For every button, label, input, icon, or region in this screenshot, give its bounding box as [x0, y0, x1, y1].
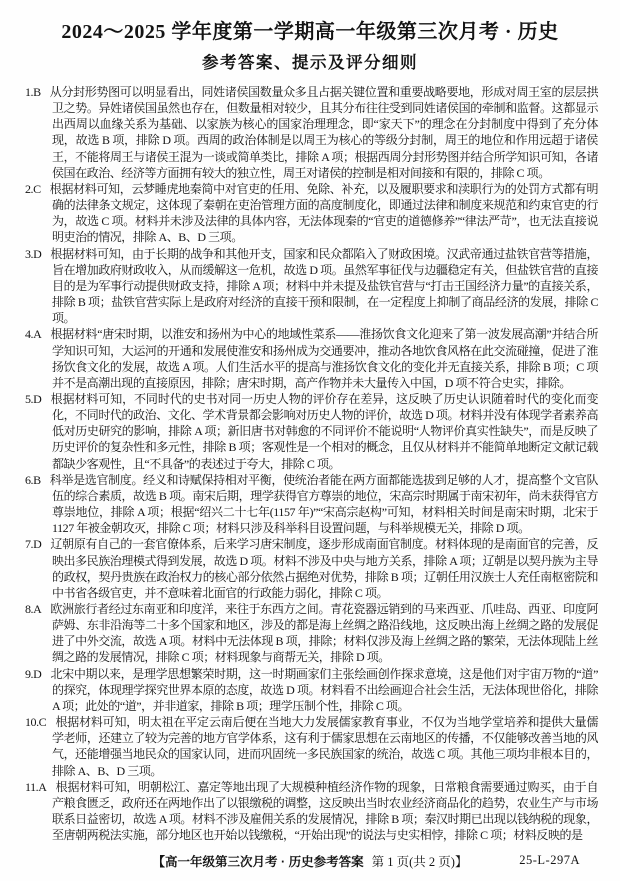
answer-number: 9.D	[25, 666, 42, 681]
answer-item-4	[25, 326, 598, 391]
answer-text: 从分封形势图可以明显看出，同姓诸侯国数量众多且占据关键位置和重要战略要地，形成对周王室的层层拱卫之势。异姓诸侯国虽然也存在，但数量相对较少，且其分布往往受到同姓诸侯国的牵制和监督。这都显示出西周以血缘关系为基础、以家族为核心的国家治理理念，即“家天下”的理念在分封制度中得到了充分体现，故选 B 项，排除 D 项。西周的政治体制是以周王为核心的等级分封制，周王的地位和作用远超于诸侯王，不能将周王与诸侯王混为一谈或简单类比，排除 A 项；根据西周分封形势图并结合所学知识可知，各诸侯国在政治、经济等方面拥有较大的独立性，周王对诸侯的控制是相对间接和有限的，排除 C 项。	[49, 85, 598, 180]
answer-number: 10.C	[25, 715, 47, 730]
answer-item-5	[25, 391, 598, 472]
answer-text: 根据材料可知，由于长期的战争和其他开支，国家和民众都陷入了财政困境。汉武帝通过盐铁官营等措施，旨在增加政府财政收入，从而缓解这一危机，故选 D 项。虽然军事征伐与边疆稳定有关，但盐铁官营的直接目的是为军事行动提供财政支持，排除 A 项；材料中并未提及盐铁官营与“打击王国经济力量”的直接关系，排除 B 项；盐铁官营实际上是政府对经济的直接干预和限制，在一定程度上抑制了商品经济的发展，排除 C 项。	[50, 246, 598, 326]
answer-number: 11.A	[25, 779, 47, 794]
answer-text: 根据材料可知，云梦睡虎地秦简中对官吏的任用、免除、补充，以及履职要求和渎职行为的处罚方式都有明确的法律条文规定，这体现了秦朝在吏治管理方面的高度制度化，即通过法律和制度来规范和约束官吏的行为，故选 C 项。材料并未涉及法律的具体内容，无法体现秦的“官吏的道德修养”“律法严苛”，也无法直接说明吏治的情况，排除 A、B、D 三项。	[49, 181, 598, 245]
answer-number: 3.D	[25, 246, 42, 261]
answer-item-8	[25, 601, 598, 666]
answer-item-3	[25, 246, 598, 327]
answer-text: 根据材料“唐宋时期，以淮安和扬州为中心的地域性菜系——淮扬饮食文化迎来了第一波发展高潮”并结合所学知识可知，大运河的开通和发展使淮安和扬州成为交通要冲，推动各地饮食风格在此交流碰撞，促进了淮扬饮食文化的发展，故选 A 项。人们生活水平的提高与淮扬饮食文化的变化并无直接关系，排除 B 项；C 项并不是高潮出现的直接原因，排除；唐宋时期，高产作物并未大量传入中国，D 项不符合史实，排除。	[50, 327, 598, 390]
footer-page-number: 第 1 页(共 2 页)】	[371, 855, 468, 869]
answer-number: 4.A	[25, 327, 42, 342]
answer-item-9	[25, 666, 598, 714]
page-footer	[0, 852, 620, 872]
footer-paper-code: 25-L-297A	[519, 853, 580, 867]
page-subtitle: 参考答案、提示及评分细则	[202, 54, 418, 72]
answer-list	[25, 84, 598, 843]
answer-item-11	[25, 779, 598, 844]
footer-exam-name: 【高一年级第三次月考 · 历史参考答案	[152, 855, 364, 869]
answer-text: 辽朝原有自己的一套官僚体系，后来学习唐宋制度，逐步形成南面官制度。材料体现的是南面官的完善，反映出多民族治理模式得到发展，故选 D 项。材料不涉及中央与地方关系，排除 A 项；辽朝是以契丹族为主导的政权，契丹贵族在政治权力的核心部分依然占据绝对优势，排除 B 项；辽朝任用汉族士人充任南枢密院和中书省各级官吏，并不意味着北面官的行政能力弱化，排除 C 项。	[50, 537, 598, 600]
answer-item-7	[25, 536, 598, 601]
answer-text: 根据材料可知，明朝松江、嘉定等地出现了大规模种植经济作物的现象，日常粮食需要通过购买，由于自产粮食匮乏，政府还在两地作出了以银缴税的调整，这反映出当时农业经济商品化的趋势，农业生产与市场联系日益密切，故选 A 项。材料不涉及雇佣关系的发展情况，排除 B 项；秦汉时期已出现以钱纳税的现象，至唐朝两税法实施，部分地区也开始以钱缴税，“开始出现”的说法与史实相悖，排除 C 项；材料反映的是	[52, 779, 598, 843]
answer-number: 5.D	[25, 391, 42, 406]
answer-text: 欧洲旅行者经过东南亚和印度洋，来往于东西方之间。青花瓷器远销到的马来西亚、爪哇岛、西亚、印度阿萨姆、东非沿海等二十多个国家和地区，涉及的都是海上丝绸之路沿线地，这反映出海上丝绸之路的发展促进了中外交流，故选 A 项。材料中无法体现 B 项，排除；材料仅涉及海上丝绸之路的繁荣，无法体现陆上丝绸之路的发展情况，排除 C 项；材料现象与商帮无关，排除 D 项。	[50, 602, 598, 665]
answer-text: 根据材料可知，不同时代的史书对同一历史人物的评价存在差异，这反映了历史认识随着时代的变化而变化，不同时代的政治、文化、学术背景都会影响对历史人物的评价，故选 D 项。材料并没有体现学者素养高低对历史研究的影响，排除 A 项；新旧唐书对韩愈的不同评价不能说明“人物评价真实性缺失”，而是反映了历史评价的复杂性和多元性，排除 B 项；客观性是一个相对的概念，且仅从材料并不能简单地断定文献记载都缺少客观性，且“不具备”的表述过于夸大，排除 C 项。	[50, 391, 598, 471]
answer-number: 2.C	[25, 181, 41, 196]
answer-number: 6.B	[25, 472, 41, 487]
answer-number: 1.B	[25, 85, 41, 99]
answer-item-10	[25, 714, 598, 779]
answer-text: 根据材料可知，明太祖在平定云南后便在当地大力发展儒家教育事业，不仅为当地学堂培养和提供大量儒学老师，还建立了较为完善的地方官学体系，这有利于儒家思想在云南地区的传播，不仅能够改善当地的风气，还能增强当地民众的国家认同，进而巩固统一多民族国家的统治，故选 C 项。其他三项均非根本目的，排除 A、B、D 三项。	[52, 715, 598, 778]
answer-number: 8.A	[25, 602, 42, 616]
answer-number: 7.D	[25, 537, 42, 552]
answer-text: 北宋中期以来，是理学思想繁荣时期，这一时期画家们主张绘画创作探求意境，这是他们对宇宙万物的“道”的探究，体现理学探究世界本原的态度，故选 D 项。材料看不出绘画迎合社会生活，无法体现世俗化，排除 A 项；此处的“道”，并非道家，排除 B 项；理学压制个性，排除 C 项。	[50, 666, 598, 713]
page-title: 2024～2025 学年度第一学期高一年级第三次月考 · 历史	[61, 21, 559, 43]
answer-text: 科举是选官制度。经义和诗赋保持相对平衡，使统治者能在两方面都能选拔到足够的人才，提高整个文官队伍的综合素质，故选 B 项。南宋后期，理学获得官方尊崇的地位，宋高宗时期属于南宋初年，尚未获得官方尊崇地位，排除 A 项；根据“绍兴二十七年(1157 年)”“宋高宗赵构”可知，材料相关时间是南宋时期，北宋于 1127 年被金朝攻灭，排除 C 项；材料只涉及科举科目设置问题，与科举规模无关，排除 D 项。	[49, 472, 598, 536]
answer-item-2	[25, 181, 598, 246]
answer-item-1	[25, 84, 598, 181]
answer-item-6	[25, 472, 598, 537]
